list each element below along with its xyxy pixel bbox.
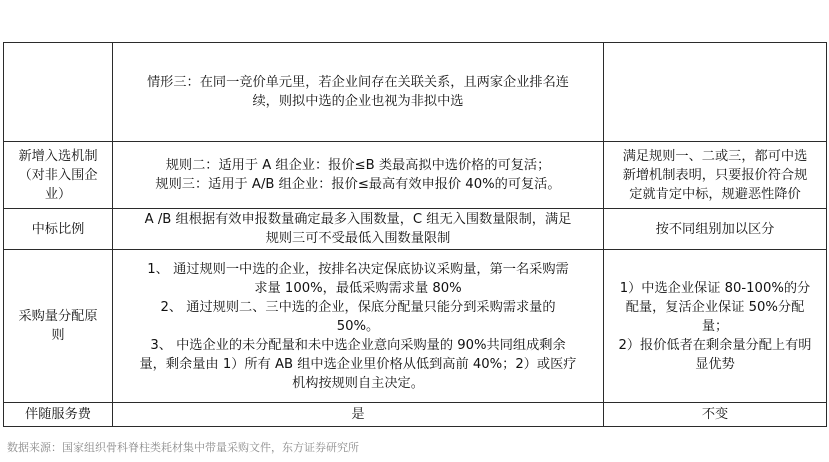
row-label-cell: 新增入选机制 （对非入围企 业）	[4, 142, 113, 209]
table-row	[4, 209, 827, 250]
rule-cell: 规则二：适用于 A 组企业：报价≤B 类最高拟中选价格的可复活； 规则三：适用于 A/B 组企业：报价≤最高有效申报价 40%的可复活。	[113, 142, 604, 209]
rule-cell: 1、 通过规则一中选的企业，按排名决定保底协议采购量，第一名采购需 求量 100%，最低采购需求量 80% 2、 通过规则二、三中选的企业，保底分配量只能分到采购需求量的 50%。 3、 中选企业的未分配量和未中选企业意向采购量的 90%共同组成剩余 量，剩余量由 1）所有 AB 组中选企业里价格从低到高前 40%；2）或医疗 机构按规则自主决定。	[113, 250, 604, 403]
note-cell: 满足规则一、二或三，都可中选 新增机制表明，只要报价符合规 定就肯定中标，规避恶性降价	[604, 142, 827, 209]
row-label-cell	[4, 43, 113, 142]
data-source-note: 数据来源：国家组织骨科脊柱类耗材集中带量采购文件，东方证券研究所	[7, 441, 359, 454]
rule-cell: A /B 组根据有效申报数量确定最多入围数量，C 组无入围数量限制，满足 规则三可不受最低入围数量限制	[113, 209, 604, 250]
row-label-cell: 采购量分配原 则	[4, 250, 113, 403]
rule-cell: 是	[113, 403, 604, 427]
note-cell: 按不同组别加以区分	[604, 209, 827, 250]
row-label-cell: 伴随服务费	[4, 403, 113, 427]
note-cell: 1）中选企业保证 80-100%的分 配量，复活企业保证 50%分配 量； 2）报价低者在剩余量分配上有明 显优势	[604, 250, 827, 403]
table-row	[4, 142, 827, 209]
policy-comparison-table	[3, 42, 827, 427]
rule-cell: 情形三：在同一竞价单元里，若企业间存在关联关系，且两家企业排名连 续，则拟中选的企业也视为非拟中选	[113, 43, 604, 142]
table-row	[4, 43, 827, 142]
note-cell	[604, 43, 827, 142]
table-row	[4, 403, 827, 427]
table-row	[4, 250, 827, 403]
row-label-cell: 中标比例	[4, 209, 113, 250]
note-cell: 不变	[604, 403, 827, 427]
